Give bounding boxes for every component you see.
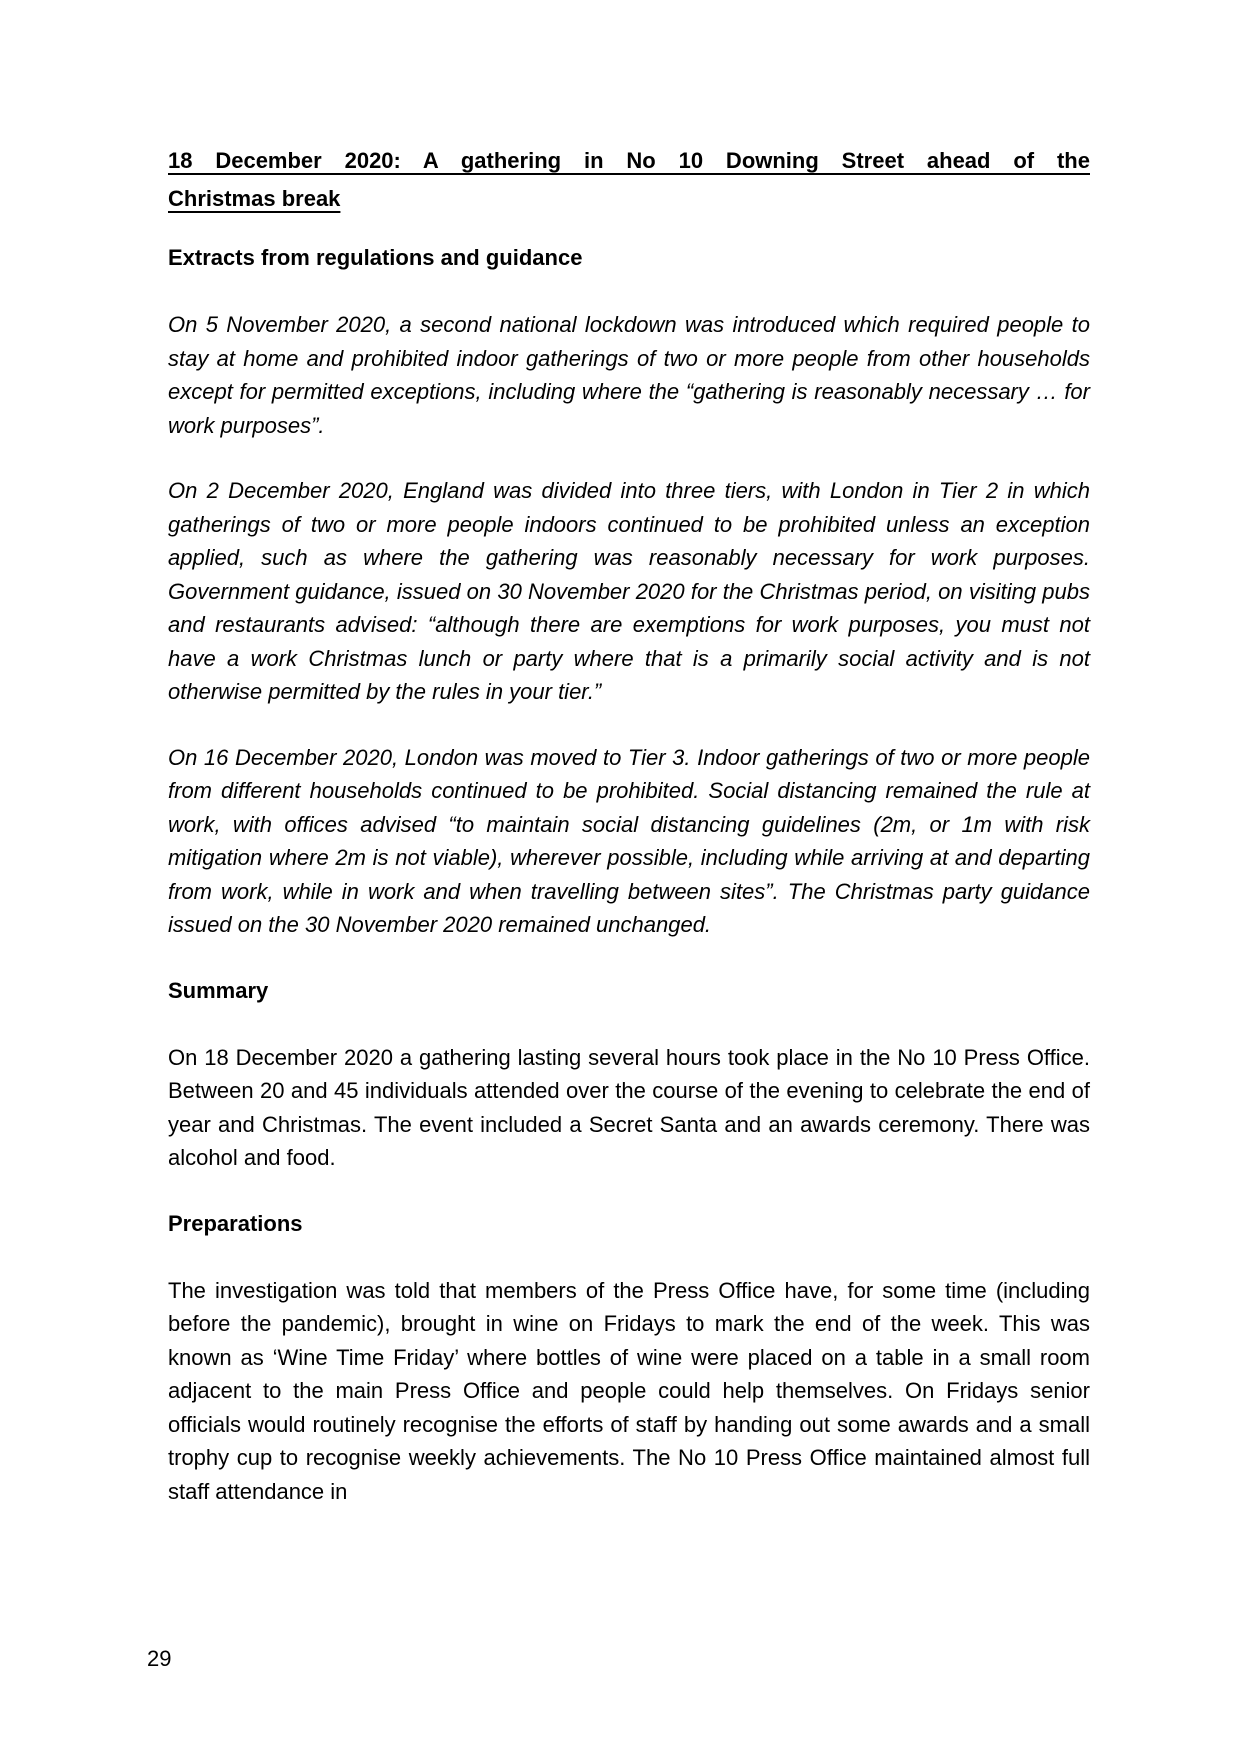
title-line-2: Christmas break bbox=[168, 186, 341, 211]
section-title bbox=[168, 142, 1090, 218]
page-content bbox=[168, 142, 1090, 1540]
extracts-paragraph-3: On 16 December 2020, London was moved to Tier 3. Indoor gatherings of two or more people from different households continued to be prohibited. Social distancing remained the rule at work, with offices advised “to maintain social distancing guidelines (2m, or 1m with risk mitigation where 2m is not viable), wherever possible, including while arriving at and departing from work, while in work and when travelling between sites”. The Christmas party guidance issued on the 30 November 2020 remained unchanged. bbox=[168, 744, 1090, 937]
extracts-heading: Extracts from regulations and guidance bbox=[168, 245, 583, 270]
extracts-paragraph-1: On 5 November 2020, a second national lockdown was introduced which required people to stay at home and prohibited indoor gatherings of two or more people from other households except for permitted exceptions, including where the “gathering is reasonably necessary … for work purposes”. bbox=[168, 312, 1090, 438]
extracts-paragraph-2: On 2 December 2020, England was divided into three tiers, with London in Tier 2 in which gatherings of two or more people indoors continued to be prohibited unless an exception applied, such as where the gathering was reasonably necessary for work purposes. Government guidance, issued on 30 November 2020 for the Christmas period, on visiting pubs and restaurants advised: “although there are exemptions for work purposes, you must not have a work Christmas lunch or party where that is a primarily social activity and is not otherwise permitted by the rules in your tier.” bbox=[168, 478, 1090, 704]
summary-paragraph: On 18 December 2020 a gathering lasting several hours took place in the No 10 Press Office. Between 20 and 45 individuals attended over the course of the evening to celebrate the end of year and Christmas. The event included a Secret Santa and an awards ceremony. There was alcohol and food. bbox=[168, 1044, 1090, 1170]
preparations-heading: Preparations bbox=[168, 1210, 303, 1236]
preparations-paragraph: The investigation was told that members of the Press Office have, for some time (including before the pandemic), brought in wine on Fridays to mark the end of the week. This was known as ‘Wine Time Friday’ where bottles of wine were placed on a table in a small room adjacent to the main Press Office and people could help themselves. On Fridays senior officials would routinely recognise the efforts of staff by handing out some awards and a small trophy cup to recognise weekly achievements. The No 10 Press Office maintained almost full staff attendance in bbox=[168, 1277, 1090, 1504]
summary-heading: Summary bbox=[168, 977, 269, 1003]
title-line-1: 18 December 2020: A gathering in No 10 Downing Street ahead of the bbox=[168, 148, 1090, 173]
page-number: 29 bbox=[147, 1646, 172, 1671]
